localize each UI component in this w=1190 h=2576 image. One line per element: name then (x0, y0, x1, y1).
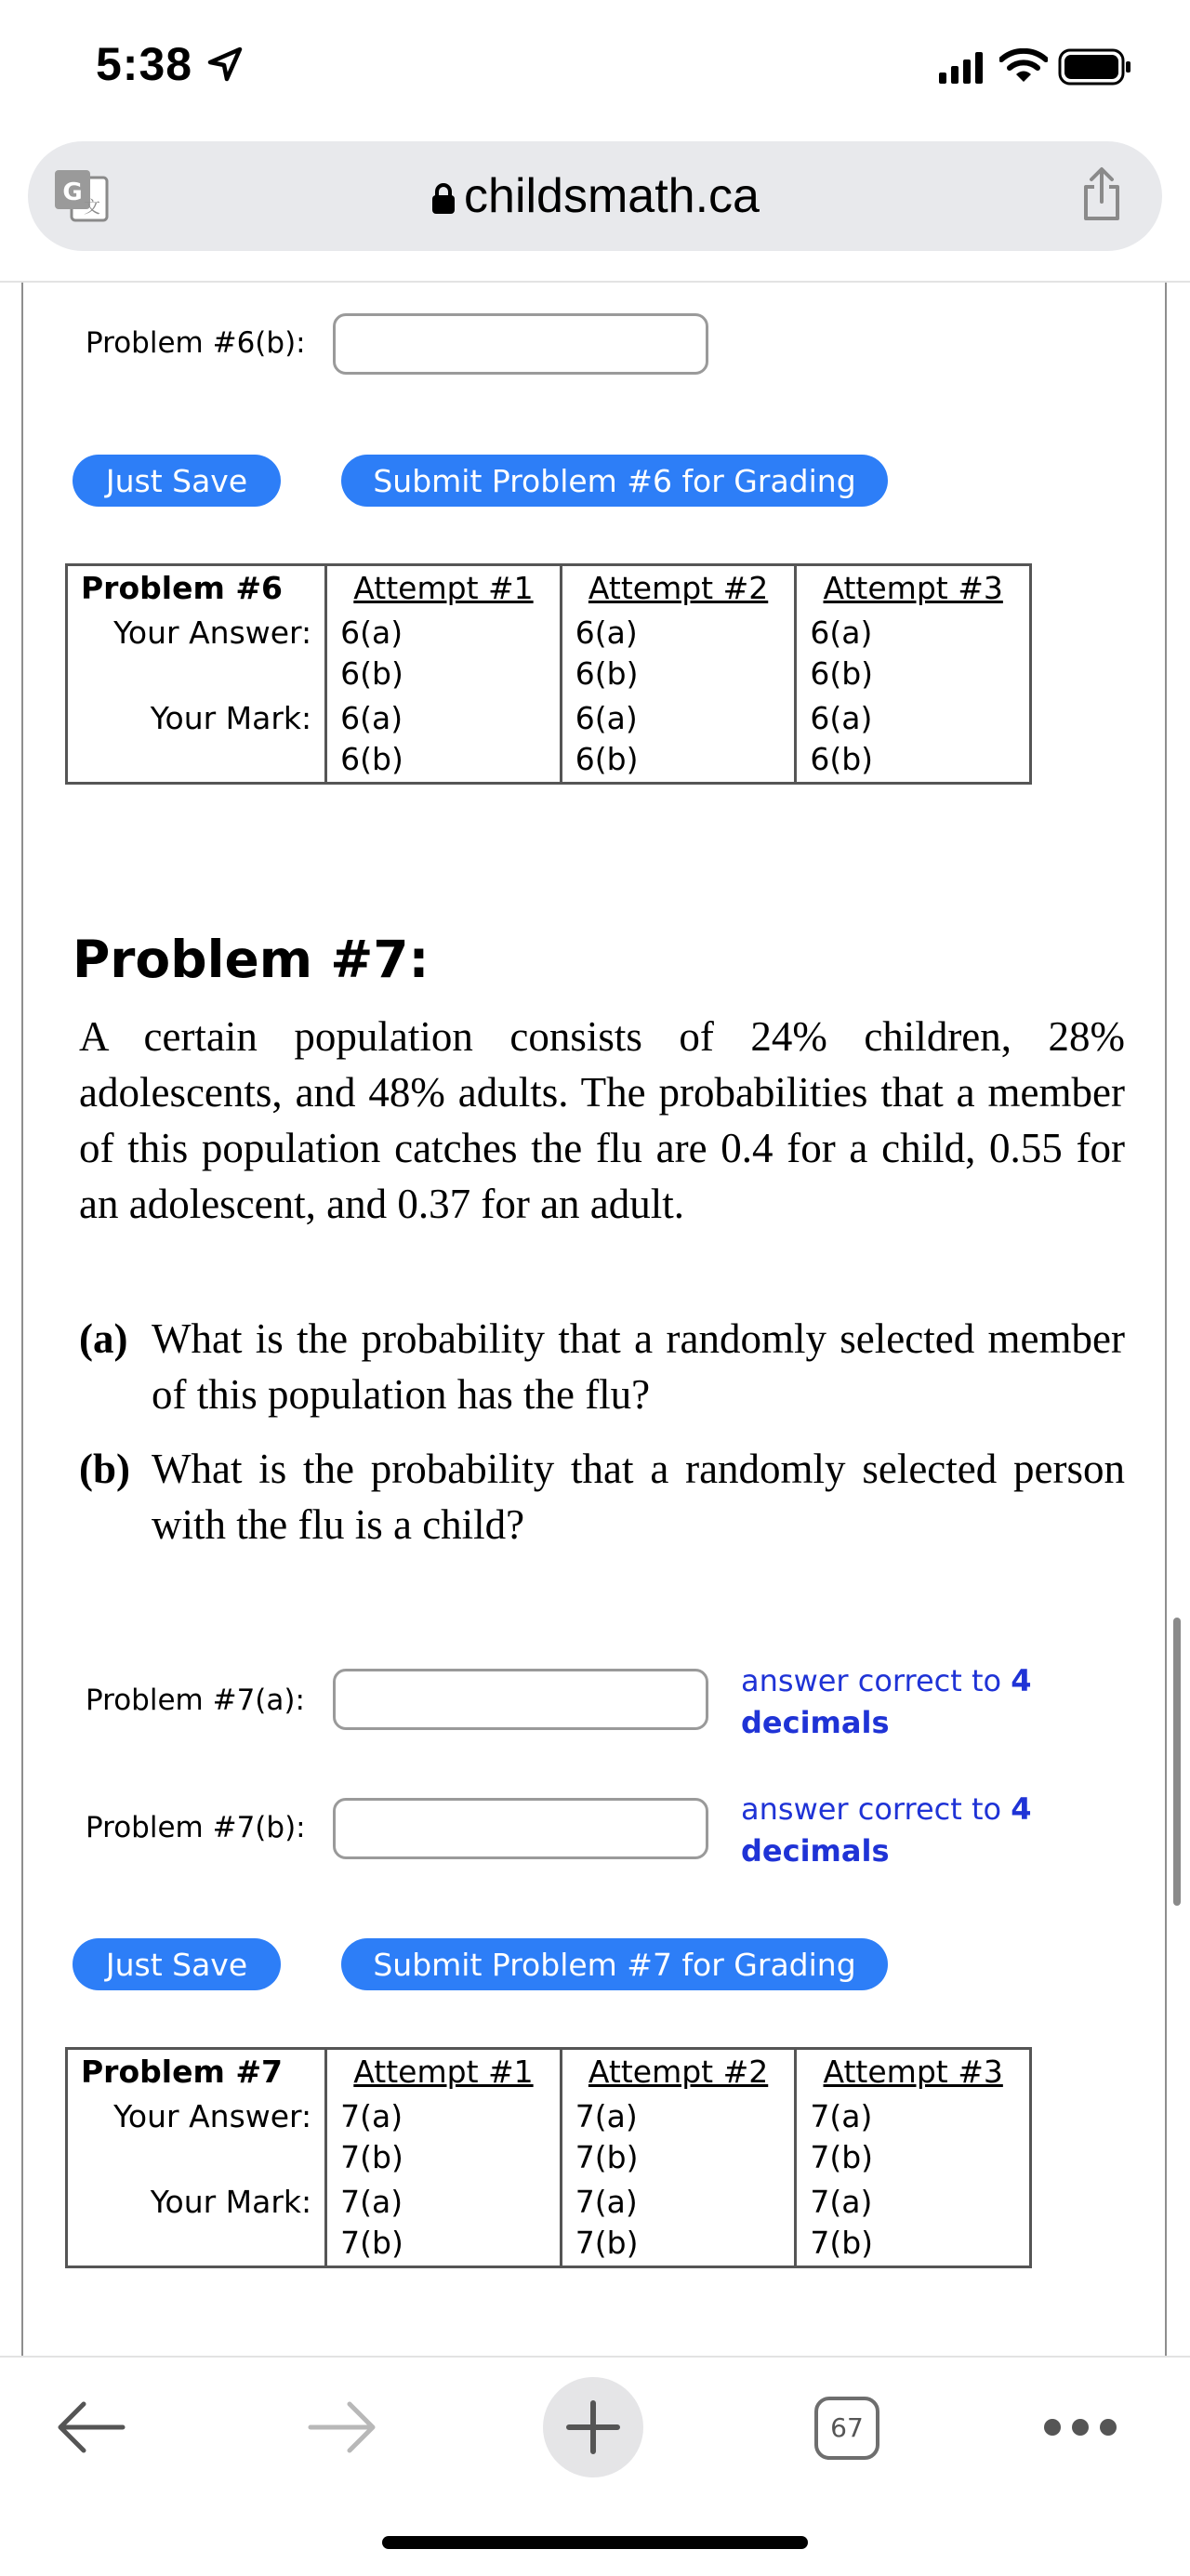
answer-cell-attempt3: 6(a) 6(b) (810, 614, 874, 692)
answer-cell-attempt1: 7(a) 7(b) (326, 2094, 562, 2180)
table-header-problem: Problem #6 (67, 565, 326, 612)
mark-cell-attempt2: 6(a) 6(b) (561, 696, 796, 784)
cellular-signal-icon (939, 52, 985, 84)
location-arrow-icon (206, 46, 244, 83)
svg-text:文: 文 (84, 198, 100, 218)
mark-cell-attempt1: 7(a) 7(b) (326, 2180, 562, 2267)
your-answer-label: Your Answer: (67, 611, 326, 696)
wifi-icon (999, 48, 1048, 84)
home-indicator[interactable] (382, 2536, 808, 2549)
page-divider (0, 281, 1190, 283)
problem7-part-a (79, 1311, 1125, 1422)
your-mark-label: Your Mark: (67, 2180, 326, 2267)
problem7b-precision-note: answer correct to 4 decimals (741, 1791, 1032, 1869)
table-header-problem: Problem #7 (67, 2049, 326, 2095)
submit-problem7-button[interactable]: Submit Problem #7 for Grading (341, 1938, 888, 1990)
submit-problem6-button[interactable]: Submit Problem #6 for Grading (341, 455, 888, 507)
address-bar[interactable] (28, 141, 1162, 251)
answer-cell-attempt2: 7(a) 7(b) (561, 2094, 796, 2180)
problem7-statement: A certain population consists of 24% children, 28% adolescents, and 48% adults. The probabilities that a member of this population catches the flu are 0.4 for a child, 0.55 for an adolescent, and 0.37 for an adult. (79, 1013, 1125, 1227)
answer-cell-attempt1: 6(a) 6(b) (326, 611, 562, 696)
mark-cell-attempt3: 6(a) 6(b) (810, 700, 874, 777)
answer-cell-attempt3: 7(a) 7(b) (810, 2098, 874, 2175)
back-arrow-icon[interactable] (54, 2395, 128, 2460)
tab-count-button[interactable] (814, 2397, 879, 2460)
problem7b-input[interactable] (333, 1798, 708, 1859)
url-display[interactable]: childsmath.ca (28, 141, 1162, 251)
scrollbar-thumb[interactable] (1173, 1618, 1181, 1906)
problem7-title: Problem #7: (73, 930, 430, 989)
mark-cell-attempt3: 7(a) 7(b) (810, 2184, 874, 2261)
problem7-part-b (79, 1441, 1125, 1552)
table-header-attempt1: Attempt #1 (326, 565, 562, 612)
problem7a-input[interactable] (333, 1669, 708, 1730)
answer-cell-attempt2: 6(a) 6(b) (561, 611, 796, 696)
mark-cell-attempt2: 7(a) 7(b) (561, 2180, 796, 2267)
part-b-text: What is the probability that a randomly selected person with the flu is a child? (152, 1446, 1125, 1548)
table-header-attempt2: Attempt #2 (561, 2049, 796, 2095)
part-a-marker: (a) (79, 1315, 128, 1362)
problem6b-label: Problem #6(b): (86, 326, 306, 360)
status-time: 5:38 (96, 37, 244, 91)
just-save-button-6[interactable]: Just Save (73, 455, 281, 507)
just-save-button-7[interactable]: Just Save (73, 1938, 281, 1990)
part-a-text: What is the probability that a randomly selected member of this population has the flu? (152, 1315, 1125, 1418)
svg-text:G: G (62, 178, 83, 206)
table-header-attempt1: Attempt #1 (326, 2049, 562, 2095)
problem6-attempts-table (65, 563, 1032, 785)
page-border-right (1165, 283, 1167, 2356)
problem7a-precision-note: answer correct to 4 decimals (741, 1663, 1032, 1740)
table-header-attempt3: Attempt #3 (823, 2054, 1003, 2090)
plus-icon (565, 2399, 621, 2455)
table-header-attempt2: Attempt #2 (561, 565, 796, 612)
lock-icon (430, 182, 456, 216)
part-b-marker: (b) (79, 1446, 130, 1492)
problem7a-label: Problem #7(a): (86, 1684, 305, 1717)
table-header-attempt3: Attempt #3 (823, 570, 1003, 606)
your-answer-label: Your Answer: (67, 2094, 326, 2180)
new-tab-button[interactable] (543, 2377, 643, 2477)
page-border-left (21, 283, 23, 2356)
status-icons (939, 48, 1153, 86)
problem6b-input[interactable] (333, 313, 708, 375)
problem7-attempts-table (65, 2047, 1032, 2268)
problem7b-label: Problem #7(b): (86, 1811, 306, 1844)
share-icon[interactable] (1078, 166, 1125, 222)
your-mark-label: Your Mark: (67, 696, 326, 784)
more-options-icon[interactable] (1041, 2413, 1119, 2441)
tab-count: 67 (830, 2412, 864, 2443)
battery-icon (1058, 48, 1132, 86)
mark-cell-attempt1: 6(a) 6(b) (326, 696, 562, 784)
forward-arrow-icon[interactable] (305, 2395, 379, 2460)
